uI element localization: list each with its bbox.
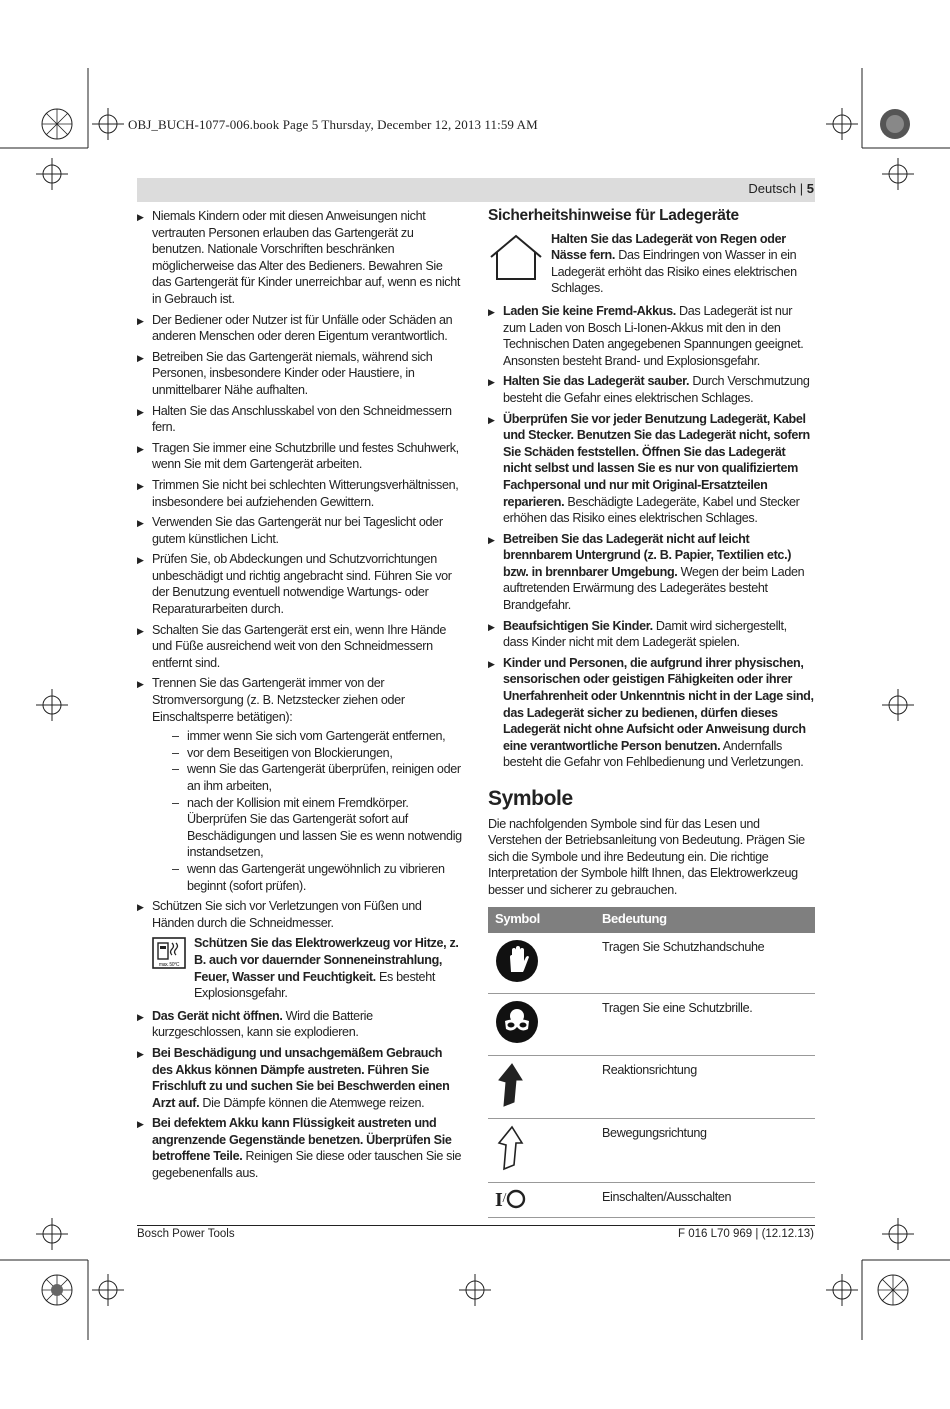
charger-bullet [488,655,815,771]
bullet-bold: Bei defektem Akku kann Flüssigkeit austreten und angrenzende Gegenstände benetzen. Überprüfen Sie betroffene Teile. [152,1116,452,1164]
safety-bullet: ▶ Der Bediener oder Nutzer ist für Unfälle oder Schäden an anderen Menschen oder deren Eigentum verantwortlich. [137,312,463,345]
charger-safety-heading: Sicherheitshinweise für Ladegeräte [488,207,739,224]
bullet-text: Die Dämpfe können die Atemwege reizen. [199,1095,425,1110]
off-circle-icon [506,1189,526,1209]
rain-warning [488,231,815,297]
footer-rule [137,1225,815,1226]
safety-bullet: ▶ Schalten Sie das Gartengerät erst ein, wenn Ihre Hände und Füße ausreichend weit von den Schneidmessern entfernt sind. [137,622,463,672]
bullet-bold: Betreiben Sie das Ladegerät nicht auf leicht brennbarem Untergrund (z. B. Papier, Textilien etc.) bzw. in brennbarer Umgebung. [503,531,792,579]
meaning-cell: Reaktionsrichtung [595,1055,815,1119]
table-row [488,1182,815,1217]
bullet-text: Andernfalls besteht die Gefahr von Fehlbedienung und Verletzungen. [503,738,804,770]
right-column [488,208,815,1218]
dash-item: – wenn das Gartengerät ungewöhnlich zu vibrieren beginnt (sofort prüfen). [172,861,463,894]
column-header-meaning: Bedeutung [595,907,815,933]
movement-direction-arrow-icon [495,1125,525,1171]
heat-warning-bold: Schützen Sie das Elektrowerkzeug vor Hitze, z. B. auch vor dauernder Sonneneinstrahlung, Feuer, Wasser und Feuchtigkeit. [194,936,459,984]
meaning-cell: Tragen Sie eine Schutzbrille. [595,994,815,1056]
dash-item: – vor dem Beseitigen von Blockierungen, [172,745,463,762]
symbols-heading: Symbole [488,787,573,810]
rain-warning-text: Das Eindringen von Wasser in ein Ladegerät erhöht das Risiko eines elektrischen Schlages. [551,248,797,296]
safety-bullet [137,1008,463,1041]
safety-bullet [137,675,463,894]
charger-bullet [488,618,815,651]
header-bar [137,178,815,202]
bullet-bold: Laden Sie keine Fremd-Akkus. [503,303,676,318]
column-header-symbol: Symbol [488,907,595,933]
symbols-table [488,907,815,1218]
safety-bullet: ▶ Prüfen Sie, ob Abdeckungen und Schutzvorrichtungen unbeschädigt und richtig angebracht sind. Führen Sie vor der Benutzung eventuell notwendige Wartungs- oder Reparaturarbeiten durch. [137,551,463,617]
crosshair-target-tr [826,108,858,140]
safety-bullet: ▶ Halten Sie das Anschlusskabel von den Schneidmessern fern. [137,403,463,436]
bullet-bold: Kinder und Personen, die aufgrund ihrer physischen, sensorischen oder geistigen Fähigkeiten oder ihrer Unerfahrenheit oder Unkenntnis nicht in der Lage sind, das Ladegerät sicher zu bedienen, dürfen dieses Ladegerät nicht ohne Aufsicht oder Anweisung durch eine verantwortliche Person benutzen. [503,655,814,753]
bullet-text: Das Ladegerät ist nur zum Laden von Bosch Li-Ionen-Akkus mit den in den Technischen Daten angegebenen Spannungen geeignet. Ansonsten besteht Brand- und Explosionsgefahr. [503,303,804,368]
bullet-bold: Das Gerät nicht öffnen. [152,1008,283,1023]
header-label [748,181,814,196]
bullet-text: Durch Verschmutzung besteht die Gefahr eines elektrischen Schlages. [503,374,810,405]
dash-item: – wenn Sie das Gartengerät überprüfen, reinigen oder an ihm arbeiten, [172,761,463,794]
header-separator: | [799,181,804,196]
table-row [488,1119,815,1183]
charger-bullet [488,411,815,527]
on-off-icon [495,1189,526,1211]
safety-goggles-icon [495,1000,539,1044]
charger-bullet [488,373,815,406]
dash-item: – immer wenn Sie sich vom Gartengerät entfernen, [172,728,463,745]
symbol-cell [488,933,595,994]
meaning-cell: Tragen Sie Schutzhandschuhe [595,933,815,994]
rain-warning-bold: Halten Sie das Ladegerät von Regen oder Nässe fern. [551,231,786,263]
bullet-bold: Beaufsichtigen Sie Kinder. [503,618,653,633]
heat-warning-text: Es besteht Explosionsgefahr. [194,969,435,1001]
safety-bullet: ▶ Niemals Kindern oder mit diesen Anweisungen nicht vertrauten Personen erlauben das Gartengerät zu benutzen. Nationale Vorschriften beschränken möglicherweise das Alter des Bedieners. Bewahren Sie das Gartengerät für Kinder unerreichbar auf, wenn es nicht in Gebrauch ist. [137,208,463,308]
bullet-text: Reinigen Sie diese oder tauschen Sie sie gegebenenfalls aus. [152,1149,462,1181]
safety-bullet [137,1045,463,1111]
bullet-bold: Bei Beschädigung und unsachgemäßem Gebrauch des Akkus können Dämpfe austreten. Führen Sie Frischluft zu und suchen Sie bei Beschwerden einen Arzt auf. [152,1045,450,1110]
heat-icon-label: max. 50°C [158,962,180,969]
table-header-row [488,907,815,933]
charger-bullet [488,531,815,614]
footer-brand: Bosch Power Tools [137,1228,235,1240]
table-row [488,1055,815,1119]
header-language: Deutsch [748,181,797,196]
safety-bullet: ▶ Trimmen Sie nicht bei schlechten Witterungsverhältnissen, insbesondere bei aufziehenden Gewittern. [137,477,463,510]
bullet-bold: Halten Sie das Ladegerät sauber. [503,374,690,389]
charger-bullet [488,303,815,369]
on-off-separator: / [502,1190,506,1206]
bullet-text: Beschädigte Ladegeräte, Kabel und Stecker erhöhen das Risiko eines elektrischen Schlages. [503,494,800,526]
symbol-cell [488,994,595,1056]
table-row [488,933,815,994]
bullet-text: Trennen Sie das Gartengerät immer von der Stromversorgung (z. B. Netzstecker ziehen oder Einschaltsperre betätigen): [152,676,405,724]
indoor-use-house-icon [488,233,544,283]
symbols-intro: Die nachfolgenden Symbole sind für das Lesen und Verstehen der Betriebsanleitung von Bedeutung. Prägen Sie sich die Symbole und ihre Bedeutung ein. Die richtige Interpretation der Symbole hilft Ihnen, das Elektrowerkzeug besser und sicherer zu gebrauchen. [488,816,805,897]
meaning-cell: Einschalten/Ausschalten [595,1182,815,1217]
page-number: 5 [806,181,814,196]
print-info-line: OBJ_BUCH-1077-006.book Page 5 Thursday, December 12, 2013 11:59 AM [128,117,538,132]
bullet-bold: Überprüfen Sie vor jeder Benutzung Ladegerät, Kabel und Stecker. Benutzen Sie das Ladegerät nicht, sofern Sie Schäden feststellen. Öffnen Sie das Ladegerät nicht selbst und lassen Sie es nur von qualifiziertem Fachpersonal und nur mit Original-Ersatzteilen reparieren. [503,411,810,509]
table-row [488,994,815,1056]
reaction-direction-arrow-icon [495,1062,525,1108]
footer-doc-number: F 016 L70 969 | (12.12.13) [678,1228,814,1240]
safety-bullet: ▶ Schützen Sie sich vor Verletzungen von Füßen und Händen durch die Schneidmesser. [137,898,463,931]
bullet-text: Damit wird sichergestellt, dass Kinder nicht mit dem Ladegerät spielen. [503,618,787,650]
dash-item: – nach der Kollision mit einem Fremdkörper. Überprüfen Sie das Gartengerät sofort auf Beschädigungen und lassen Sie es wenn notwendig instandsetzen, [172,795,463,861]
heat-protection-icon [152,937,186,969]
safety-bullet: ▶ Betreiben Sie das Gartengerät niemals, während sich Personen, insbesondere Kinder oder Haustiere, in unmittelbarer Nähe aufhalten. [137,349,463,399]
safety-bullet [137,1115,463,1181]
protective-gloves-icon [495,939,539,983]
symbol-cell [488,1182,595,1217]
symbol-cell [488,1119,595,1183]
symbol-cell [488,1055,595,1119]
on-symbol: I [495,1188,503,1211]
crosshair-target-tl [92,108,124,140]
heat-warning [137,935,463,1001]
dash-list [172,728,463,894]
bullet-text: Wegen der beim Laden auftretenden Erwärmung des Ladegerätes besteht Brandgefahr. [503,564,805,613]
left-column [137,208,463,1186]
safety-bullet: ▶ Verwenden Sie das Gartengerät nur bei Tageslicht oder gutem künstlichen Licht. [137,514,463,547]
safety-bullet: ▶ Tragen Sie immer eine Schutzbrille und festes Schuhwerk, wenn Sie mit dem Gartengerät arbeiten. [137,440,463,473]
bullet-text: Wird die Batterie kurzgeschlossen, kann sie explodieren. [152,1008,373,1040]
meaning-cell: Bewegungsrichtung [595,1119,815,1183]
